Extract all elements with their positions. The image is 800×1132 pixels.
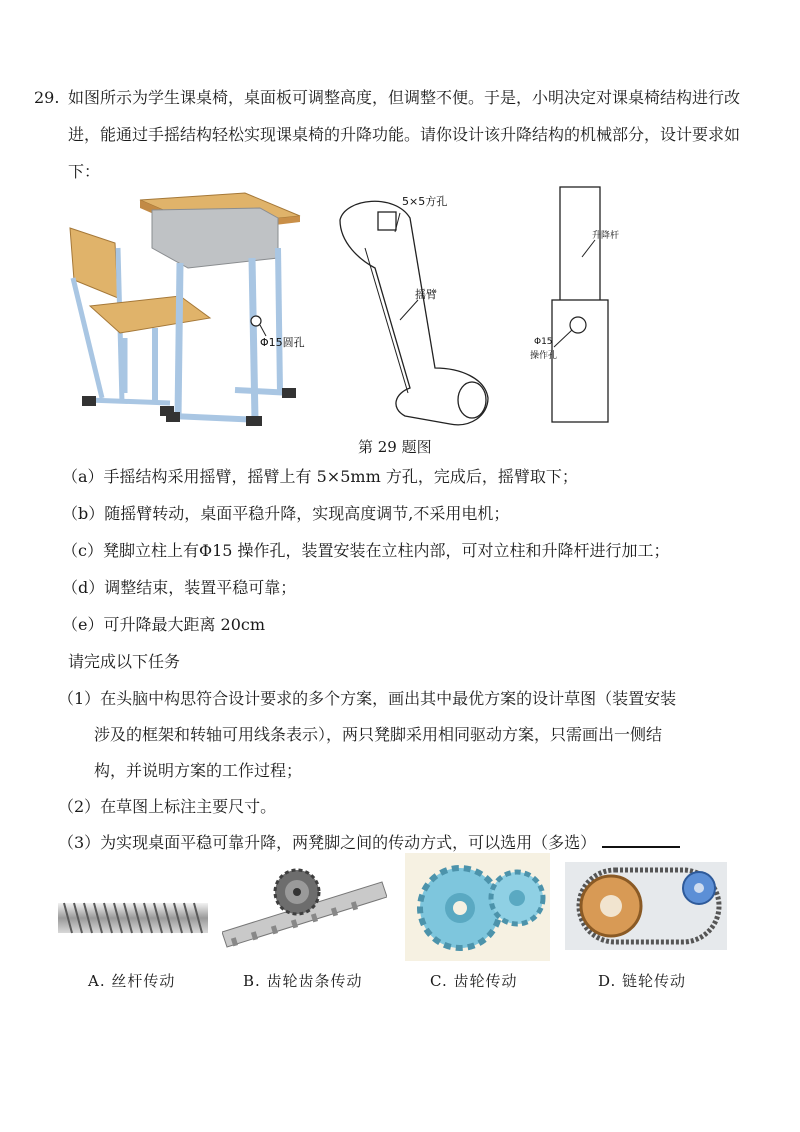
figure-caption: 第 29 题图 (358, 438, 432, 456)
crank-label: 摇臂 (415, 288, 437, 301)
answer-blank[interactable] (602, 832, 680, 848)
task-3-text: （3）为实现桌面平稳可靠升降，两凳脚之间的传动方式，可以选用（多选） (58, 833, 597, 852)
question-intro-line-2: 进，能通过手摇结构轻松实现课桌椅的升降功能。请你设计该升降结构的机械部分，设计要求如 (68, 125, 741, 144)
task-1-line-1: （1）在头脑中构思符合设计要求的多个方案，画出其中最优方案的设计草图（装置安装 (58, 689, 677, 708)
task-1-line-2: 涉及的框架和转轴可用线条表示），两只凳脚采用相同驱动方案，只需画出一侧结 (94, 725, 663, 744)
option-c[interactable]: C. 齿轮传动 (430, 972, 518, 990)
task-2: （2）在草图上标注主要尺寸。 (58, 797, 277, 816)
round-hole-label: Φ15圆孔 (260, 336, 305, 349)
requirement-d: （d）调整结束，装置平稳可靠； (62, 578, 297, 597)
gear-pair-image (405, 853, 550, 961)
lead-screw-image (58, 895, 208, 943)
lifting-rod-figure (530, 182, 640, 432)
question-number: 29. (34, 88, 60, 107)
square-hole-label: 5×5方孔 (402, 195, 448, 208)
operation-hole-label-line1: Φ15 (534, 337, 553, 347)
requirement-a: （a）手摇结构采用摇臂，摇臂上有 5×5mm 方孔，完成后，摇臂取下； (62, 467, 578, 486)
task-1-line-3: 构，并说明方案的工作过程； (94, 761, 303, 780)
crank-arm-figure (320, 188, 510, 433)
requirement-e: （e）可升降最大距离 20cm (62, 615, 266, 634)
question-intro-line-1: 如图所示为学生课桌椅，桌面板可调整高度，但调整不便。于是，小明决定对课桌椅结构进行改 (68, 88, 741, 107)
option-d[interactable]: D. 链轮传动 (598, 972, 687, 990)
task-3 (58, 832, 680, 854)
chain-sprocket-image (565, 862, 727, 950)
option-a[interactable]: A. 丝杆传动 (88, 972, 176, 990)
question-intro-line-3: 下： (68, 162, 101, 181)
requirement-b: （b）随摇臂转动，桌面平稳升降，实现高度调节,不采用电机； (62, 504, 510, 523)
option-b[interactable]: B. 齿轮齿条传动 (243, 972, 363, 990)
tasks-heading: 请完成以下任务 (68, 652, 181, 671)
desk-chair-figure (60, 188, 310, 433)
operation-hole-label-line2: 操作孔 (530, 351, 558, 361)
lifting-rod-label: 升降杆 (592, 231, 620, 241)
gear-rack-image (222, 862, 387, 962)
requirement-c: （c）凳脚立柱上有Φ15 操作孔，装置安装在立柱内部，可对立柱和升降杆进行加工； (62, 541, 670, 560)
